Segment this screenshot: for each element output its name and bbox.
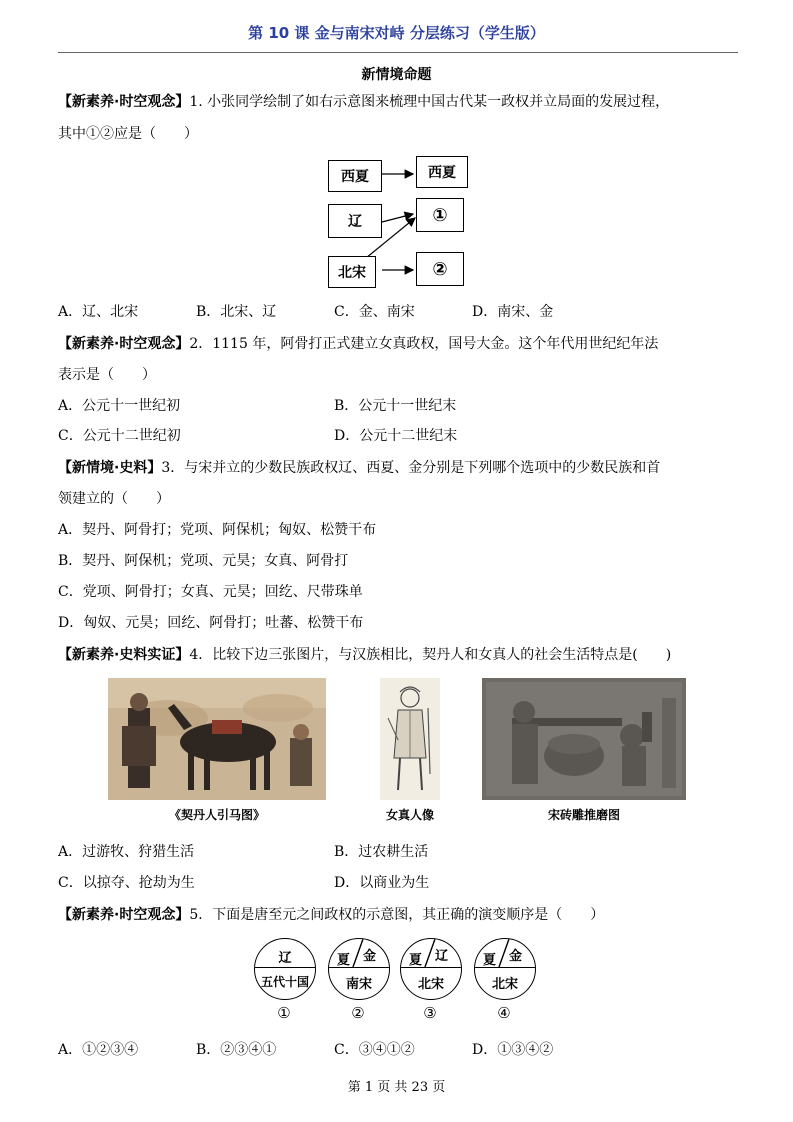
q4-option-a: A．过游牧、狩猎生活: [58, 844, 195, 860]
q2-tag: 【新素养·时空观念】: [58, 336, 190, 352]
q4-line1: [58, 645, 671, 665]
box-circle2: ②: [416, 252, 464, 286]
q3-option-d: D．匈奴、元昊；回纥、阿骨打；吐蕃、松赞干布: [58, 615, 364, 631]
khitan-horse-painting: [108, 678, 326, 800]
caption-jurchen: 女真人像: [385, 808, 434, 822]
q3-text1: 3．与宋并立的少数民族政权辽、西夏、金分别是下列哪个选项中的少数民族和首: [161, 460, 661, 476]
q5-option-c: C．③④①②: [334, 1042, 415, 1058]
circle3-number: ③: [423, 1004, 437, 1022]
caption-khitan: 《契丹人引马图》: [168, 808, 265, 822]
circle-diagram-4: [474, 938, 536, 1000]
q3-option-b: B．契丹、阿保机；党项、元昊；女真、阿骨打: [58, 553, 349, 569]
box-beisong: 北宋: [328, 256, 376, 288]
circle-diagram-3: [400, 938, 462, 1000]
q1-option-d: D．南宋、金: [472, 304, 554, 320]
circle2-bottom: 南宋: [345, 977, 372, 992]
page-footer: 第 1 页 共 23 页: [347, 1080, 446, 1095]
circle3-bottom: 北宋: [417, 977, 444, 992]
q1-option-c: C．金、南宋: [334, 304, 415, 320]
q2-option-c: C．公元十二世纪初: [58, 428, 181, 444]
circle-diagram-1: [254, 938, 316, 1000]
circle4-top-right: 金: [509, 949, 523, 964]
box-liao: 辽: [328, 204, 382, 238]
circle4-top-left: 夏: [483, 953, 497, 968]
q3-tag: 【新情境·史料】: [58, 460, 162, 476]
q1-text1: 1. 小张同学绘制了如右示意图来梳理中国古代某一政权并立局面的发展过程，: [189, 94, 670, 110]
q2-option-a: A．公元十一世纪初: [58, 398, 181, 414]
q4-tag: 【新素养·史料实证】: [58, 647, 190, 663]
circle2-top-left: 夏: [337, 953, 351, 968]
q5-line1: [58, 905, 604, 925]
q3-line1: [58, 458, 660, 478]
q5-tag: 【新素养·时空观念】: [58, 907, 190, 923]
q1-line2: 其中①②应是（ ）: [58, 126, 198, 142]
q3-line2: 领建立的（ ）: [58, 491, 170, 507]
circle4-number: ④: [497, 1004, 511, 1022]
q5-option-b: B．②③④①: [196, 1042, 277, 1058]
circle1-top: 辽: [278, 951, 292, 966]
header-divider: [58, 52, 738, 53]
q3-option-c: C．党项、阿骨打；女真、元昊；回纥、尺带珠单: [58, 584, 363, 600]
q1-tag: 【新素养·时空观念】: [58, 94, 190, 110]
circle3-top-left: 夏: [409, 953, 423, 968]
circle3-top-right: 辽: [435, 949, 449, 964]
q5-option-a: A．①②③④: [58, 1042, 139, 1058]
q1-option-b: B．北宋、辽: [196, 304, 277, 320]
q5-text1: 5．下面是唐至元之间政权的示意图，其正确的演变顺序是（ ）: [189, 907, 605, 923]
song-brick-carving: [482, 678, 686, 800]
box-xixia-left: 西夏: [328, 160, 382, 192]
page-header-title: 第 10 课 金与南宋对峙 分层练习（学生版）: [248, 24, 545, 42]
caption-song-brick: 宋砖雕推磨图: [547, 808, 620, 822]
q2-text1: 2．1115 年，阿骨打正式建立女真政权，国号大金。这个年代用世纪纪年法: [189, 336, 659, 352]
box-xixia-right: 西夏: [416, 156, 468, 188]
khitan-horse-painting-art: [108, 678, 326, 800]
circle-diagram-2: [328, 938, 390, 1000]
circle1-number: ①: [277, 1004, 291, 1022]
q1-option-a: A．辽、北宋: [58, 304, 139, 320]
q5-option-d: D．①③④②: [472, 1042, 554, 1058]
circle1-bottom: 五代十国: [260, 975, 309, 989]
q1-diagram: [320, 152, 480, 292]
q2-option-d: D．公元十二世纪末: [334, 428, 458, 444]
song-brick-carving-art: [482, 678, 686, 800]
circle2-number: ②: [351, 1004, 365, 1022]
q2-line2: 表示是（ ）: [58, 367, 156, 383]
q4-text1: 4．比较下边三张图片，与汉族相比，契丹人和女真人的社会生活特点是( ): [189, 647, 672, 663]
circle1-divider: [255, 967, 315, 968]
circle4-bottom: 北宋: [491, 977, 518, 992]
q4-option-d: D．以商业为生: [334, 875, 430, 891]
circle2-top-right: 金: [363, 949, 377, 964]
q1-line1: [58, 92, 669, 112]
q3-option-a: A．契丹、阿骨打；党项、阿保机；匈奴、松赞干布: [58, 522, 377, 538]
q4-option-c: C．以掠夺、抢劫为生: [58, 875, 195, 891]
box-circle1: ①: [416, 198, 464, 232]
q4-option-b: B．过农耕生活: [334, 844, 429, 860]
q2-option-b: B．公元十一世纪末: [334, 398, 457, 414]
section-title: 新情境命题: [361, 67, 432, 83]
jurchen-portrait-art: [380, 678, 440, 800]
q2-line1: [58, 334, 658, 354]
jurchen-portrait: [380, 678, 440, 800]
